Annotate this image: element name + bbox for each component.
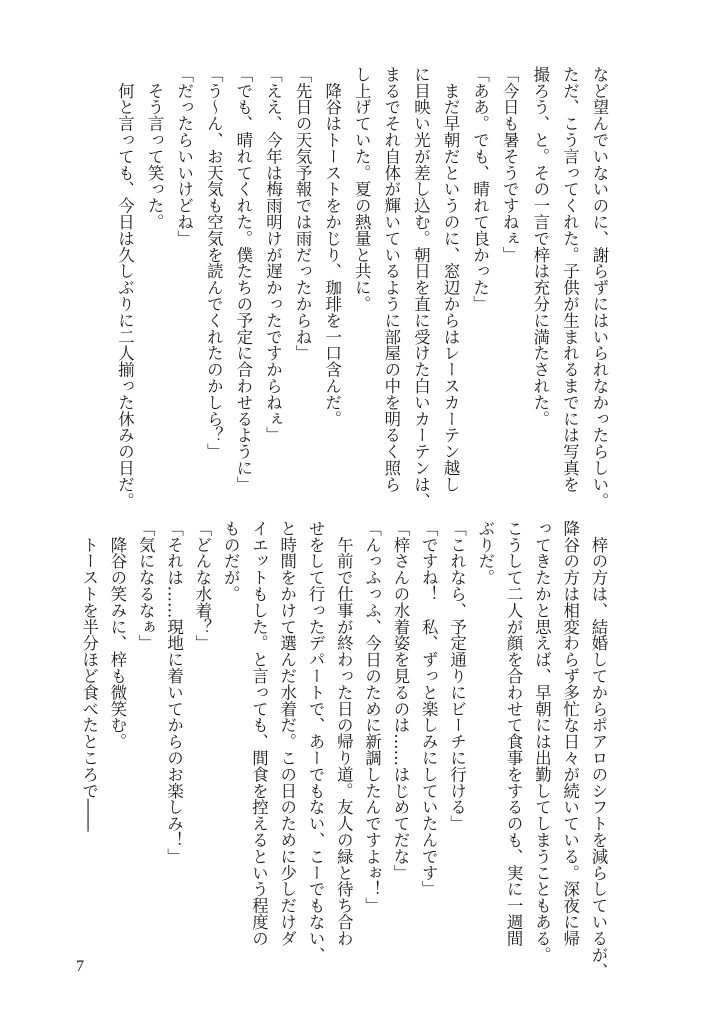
- text-line: トーストを半分ほど食べたところで――: [79, 520, 99, 832]
- text-line: 「ああ。でも、晴れて良かった」: [470, 66, 490, 312]
- text-line: ぶりだ。: [475, 520, 495, 586]
- text-line: 「でも、晴れてくれた。僕たちの予定に合わせるように」: [233, 66, 253, 493]
- text-line: ただ、こう言ってくれた。子供が生まれるまでには写真を: [560, 66, 580, 493]
- text-line: イエットもした。と言っても、間食を控えるという程度の: [249, 520, 269, 947]
- text-line: まだ早朝だというのに、窓辺からはレースカーテン越し: [441, 66, 461, 493]
- text-line: と時間をかけて選んだ水着だ。この日のために少しだけダ: [277, 520, 297, 947]
- text-block-top: [110, 66, 614, 509]
- text-line: 「ええ、今年は梅雨明けが遅かったですからねぇ」: [263, 66, 283, 444]
- text-line: 「梓さんの水着姿を見るのは……はじめてだな」: [390, 520, 410, 881]
- text-line: ものだが。: [221, 520, 241, 602]
- text-line: 「それは……現地に着いてからのお楽しみ！」: [164, 520, 184, 865]
- text-line: ってきたかと思えば、早朝には出勤してしまうこともある。: [532, 520, 552, 963]
- text-line: 降谷はトーストをかじり、珈琲を一口含んだ。: [322, 66, 342, 427]
- text-line: 「だったらいいけどね」: [174, 66, 194, 247]
- text-line: 午前で仕事が終わった日の帰り道。友人の緑と待ち合わ: [334, 520, 354, 947]
- text-line: こうして二人が顔を合わせて食事をするのも、実に一週間: [504, 520, 524, 947]
- text-line: し上げていた。夏の熱量と共に。: [352, 66, 372, 312]
- text-block-bottom: [74, 520, 612, 980]
- text-line: 撮ろう、と。その一言で梓は充分に満たされた。: [530, 66, 550, 427]
- text-line: 何と言っても、今日は久しぶりに二人揃った休みの日だ。: [115, 66, 135, 509]
- text-line: 「気になるなぁ」: [136, 520, 156, 652]
- text-line: 「先日の天気予報では雨だったからね」: [293, 66, 313, 362]
- text-line: 降谷の方は相変わらず多忙な日々が続いている。深夜に帰: [560, 520, 580, 947]
- text-line: 「今日も暑そうですねぇ」: [500, 66, 520, 263]
- text-line: 「これなら、予定通りにビーチに行ける」: [447, 520, 467, 832]
- text-line: に目映い光が差し込む。朝日を直に受けた白いカーテンは、: [411, 66, 431, 509]
- text-line: 降谷の笑みに、梓も微笑む。: [107, 520, 127, 750]
- text-line: せをして行ったデパートで、あーでもない、こーでもない、: [306, 520, 326, 963]
- text-line: そう言って笑った。: [145, 66, 165, 230]
- text-line: まるでそれ自体が輝いているように部屋の中を明るく照ら: [381, 66, 401, 493]
- text-line: 「う～ん、お天気も空気を読んでくれたのかしら？」: [204, 66, 224, 460]
- page-number: 7: [76, 958, 84, 975]
- text-line: 「どんな水着？」: [192, 520, 212, 652]
- text-line: 「ですね！ 私、ずっと楽しみにしていたんです」: [419, 520, 439, 898]
- text-line: など望んでいないのに、謝らずにはいられなかったらしい。: [590, 66, 609, 509]
- text-line: 「んっふっふ、今日のために新調したんですよぉ！」: [362, 520, 382, 914]
- text-line: 梓の方は、結婚してからポアロのシフトを減らしているが、: [589, 520, 608, 980]
